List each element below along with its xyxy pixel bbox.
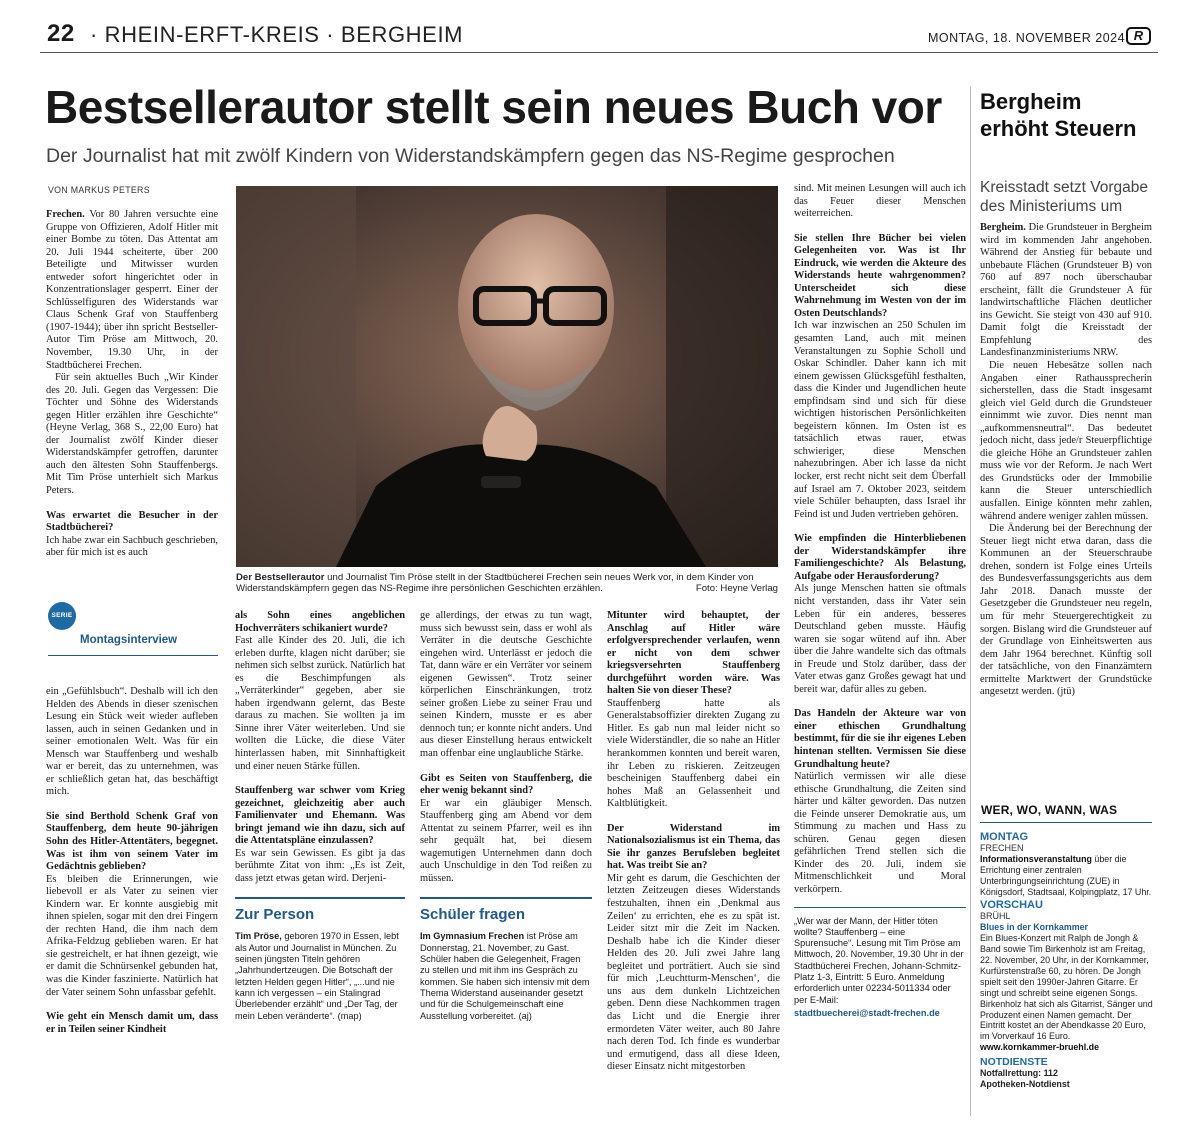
interview-answer: Mir geht es darum, die Geschichten der letzten Zeitzeugen dieses Widerstands festzuhalten, ihnen ein ‚Denkmal aus Zeilen‘ zu errichten, ehe es zu spät ist. Leider sitzt mir die Zeit im Nacken. Deshalb habe ich die Kinder dieser Helden des 20. Juli zwei Jahre lang begleitet und porträtiert. Auch sie sind für mich ‚Leuchtturm-Menschen‘, die uns aus dem dunkeln Lichtzeichen geben. Denn diese Nachkommen tragen das Licht und die Energie ihrer ermordeten Väter weiter, auch 80 Jahre nach deren Tod. Ich finde es wunderbar und ermutigend, dass all diese Ideen, dieser Einsatz nicht mitgestorben xyxy=(607,872,780,1073)
event-item: Ein Blues-Konzert mit Ralph de Jongh & Band sowie Tim Birkenholz ist am Freitag, 22. November, 20 Uhr, in der Kornkammer, Kurfürstenstraße 60, zu hören. De Jongh spielt seit den 1990er-Jahren Gitarre. Er singt und schreibt seine eigenen Songs. Birkenholz hat sich als Gitarrist, Sänger und Produzent einen Namen gemacht. Der Eintritt kostet an der Abendkasse 20 Euro, im Vorverkauf 16 Euro. xyxy=(980,933,1153,1042)
interview-question: Was erwartet die Besucher in der Stadtbücherei? xyxy=(46,509,218,534)
article-column-2 xyxy=(235,610,405,1022)
interview-question: als Sohn eines angeblichen Hochverräters schikaniert wurde? xyxy=(235,610,405,634)
interview-answer: ein „Gefühlsbuch“. Deshalb will ich den Helden des Abends in dieser szenischen Lesung ein Stück weit wieder aufleben lassen, auch in seinen Gedanken und in seiner emotionalen Welt. Was für ein Mensch war Stauffenberg und weshalb war er bereit, das zu unternehmen, was er schließlich getan hat, das beschäftigt mich. xyxy=(46,686,218,798)
event-email-link[interactable]: stadtbuecherei@stadt-frechen.de xyxy=(794,1007,940,1018)
photo-credit: Foto: Heyne Verlag xyxy=(695,583,778,595)
interview-question: Wie empfinden die Hinterbliebenen der Widerstandskämpfer ihre Familiengeschichte? Als Belastung, Aufgabe oder Herausforderung? xyxy=(794,533,966,582)
event-url-link[interactable]: www.kornkammer-bruehl.de xyxy=(980,1042,1100,1053)
interview-answer: Ich war inzwischen an 250 Schulen im gesamten Land, auch mit meinen Veranstaltungen zu Sophie Scholl und Oskar Schindler. Daher kann ich mit einem gewissen Glücksgefühl festhalten, dass die Kinder und Jugendlichen heute empfindsam sind und sich für diese wichtigen historischen Persönlichkeiten begeistern können. Im Osten ist es tatsächlich etwas rauer, etwas schwieriger, diese Menschen nahezubringen. Aber ich lasse da nicht locker, erst recht nicht seit dem Überfall auf Israel am 7. Oktober 2023, seitdem viele Schüler behaupten, dass Israel ihr Feind ist und Juden vertrieben gehören. xyxy=(794,320,966,520)
column-divider xyxy=(970,86,971,1116)
events-place: FRECHEN xyxy=(980,842,1024,853)
interview-answer: Natürlich vermissen wir alle diese ethische Grundhaltung, die Zeiten sind härter und kälter geworden. Das nutzen die Feinde unserer Demokratie aus, um Stimmung zu machen und Hass zu schüren. Genau gegen diesen gefährlichen Trend stellen sich die Kinder des 20. Juli, indem sie Mitmenschlichkeit und Moral verkörpern. xyxy=(794,771,966,895)
series-badge: SERIE xyxy=(48,602,76,630)
event-item: Informationsveranstaltung über die Errichtung einer zentralen Unterbringungseinrichtung (ZUE) in Königsdorf, Stadtsaal, Kolpingplatz, 17 Uhr. xyxy=(980,853,1152,897)
interview-answer: Es war sein Gewissen. Es gibt ja das berühmte Zitat von ihm: „Es ist Zeit, dass jetzt etwas getan wird. Derjeni- xyxy=(235,847,405,884)
interview-question: Sie stellen Ihre Bücher bei vielen Gelegenheiten vor. Was ist Ihr Eindruck, wie werden die Akteure des Widerstands heute wahrgenommen? Unterscheidet sich diese Wahrnehmung im Westen von der im Osten Deutschlands? xyxy=(794,232,966,319)
newspaper-logo-icon: R xyxy=(1126,27,1151,45)
box-school-text: Im Gymnasium Frechen ist Pröse am Donnerstag, 21. November, zu Gast. Schüler haben die Gelegenheit, Fragen zu stellen und mit ihm ins Gespräch zu kommen. Sie haben sich intensiv mit dem Thema Widerstand auseinander gesetzt und für die Schulgemeinschaft eine Ausstellung vorbereitet. (aj) xyxy=(420,931,590,1021)
interview-answer: ge allerdings, der etwas zu tun wagt, muss sich bewusst sein, dass er wohl als Verräter in die deutsche Geschichte eingehen wird. Unterlässt er jedoch die Tat, dann wäre er ein Verräter vor seinem eigenen Gewissen“. Trotz seiner körperlichen Einschränkungen, trotz seiner großen Liebe zu seiner Frau und seinen Kindern, musste er es aber dennoch tun; er konnte nicht anders. Und aus dieser Einstellung heraus entwickelt man offenbar eine unglaubliche Stärke. xyxy=(420,610,592,760)
interview-question: Das Handeln der Akteure war von einer ethischen Grundhaltung bestimmt, für die sie ihr eigenes Leben hintenan stellten. Vermissen Sie diese Grundhaltung heute? xyxy=(794,708,966,770)
events-day: MONTAG xyxy=(980,831,1029,843)
interview-answer: sind. Mit meinen Lesungen will auch ich das Feuer dieser Menschen weiterreichen. xyxy=(794,183,966,220)
article-column-5 xyxy=(794,183,966,1019)
side-paragraph: Bergheim. Die Grundsteuer in Bergheim wird im kommenden Jahr angehoben. Während der Anstieg für bebaute und unbebaute Flächen (Grundsteuer B) von 760 auf 897 noch überschaubar erscheint, fällt die Grundsteuer A für landwirtschaftliche Flächen deutlicher ins Gewicht. Sie steigt von 430 auf 910. Damit folgt die Kreisstadt der Empfehlung des Landesfinanzministeriums NRW. xyxy=(980,222,1152,359)
box-person-text: Tim Pröse, geboren 1970 in Essen, lebt als Autor und Journalist in München. Zu seinen jüngsten Titeln gehören „Jahrhundertzeugen. Die Botschaft der letzten Helden gegen Hitler“, „...und nie kann ich vergessen – ein Stalingrad Überlebender erzählt“ und „Der Tag, der mein Leben veränderte“. (map) xyxy=(235,931,399,1021)
article-column-3 xyxy=(420,610,592,1022)
event-info: „Wer war der Mann, der Hitler töten wollte? Stauffenberg – eine Spurensuche“. Lesung mit Tim Pröse am Mittwoch, 20. November, 19.30 Uhr in der Stadtbücherei Frechen, Johann-Schmitz-Platz 1-3, Eintritt: 5 Euro. Anmeldung erforderlich unter 02234-5011334 oder per E-Mail: xyxy=(794,915,964,1005)
interview-question: Mitunter wird behauptet, der Anschlag auf Hitler wäre erfolgversprechender verlaufen, wenn er nicht von dem schwer kriegsversehrten Stauffenberg durchgeführt worden wäre. Was halten Sie von dieser These? xyxy=(607,610,780,697)
emergency-text-cut: Apotheken-Notdienst xyxy=(980,1078,1070,1089)
interview-answer: Als junge Menschen hatten sie oftmals nicht verstanden, dass ihr Vater sein Leben für ein anderes, besseres Deutschland geben musste. Häufig waren sie sogar wütend auf ihn. Aber über die Jahre wandelte sich das oftmals in Freude und Stolz darüber, dass der Vater etwas ganz Großes gewagt hat und bereit war, dafür alles zu geben. xyxy=(794,583,966,695)
series-rule xyxy=(48,655,218,656)
event-rule xyxy=(794,907,966,908)
photo-caption xyxy=(236,572,778,595)
side-paragraph: Die neuen Hebesätze sollen nach Angaben einer Rathaussprecherin sicherstellen, dass die Stadt insgesamt gleich viel Geld durch die Grundsteuer einnimmt wie zuvor. Dies nennt man „aufkommensneutral“. Das bedeutet jedoch nicht, dass jede/r Steuerpflichtige die gleiche Höhe an Grundsteuer zahlen muss wie vor der Reform. Je nach Wert des Grundstücks oder der Immobilie kann die Steuer unterschiedlich ausfallen. Einige könnten mehr zahlen, während andere weniger zahlen müssen. xyxy=(980,360,1152,522)
box-rule xyxy=(235,897,405,899)
box-rule xyxy=(420,897,592,899)
interview-answer: Es bleiben die Erinnerungen, wie liebevoll er als Vater zu seinen vier Kindern war. Er konnte ausgiebig mit ihnen spielen, sogar mit den drei Fingern der rechten Hand, die ihm nach dem Afrika-Feldzug geblieben waren. Er hat sie gestreichelt, er hat ihnen gezeigt, wie er damit die Schnürsenkel gebunden hat, was die Kinder faszinierte. Natürlich hat der Vater seinem Sohn unfassbar gefehlt. xyxy=(46,873,218,998)
article-subheadline: Der Journalist hat mit zwölf Kindern von Widerstandskämpfern gegen das NS-Regime gesprochen xyxy=(46,145,895,167)
article-paragraph: Frechen. Vor 80 Jahren versuchte eine Gruppe von Offizieren, Adolf Hitler mit einer Bombe zu töten. Das Attentat am 20. Juli 1944 scheiterte, über 200 Beteiligte und Mitwisser wurden entweder sofort hingerichtet oder in Konzentrationslager gesperrt. Einer der Schlüsselfiguren des Widerstands war Claus Schenk Graf von Stauffenberg (1907-1944); über ihn spricht Bestseller-Autor Tim Pröse am Mittwoch, 20. November, 19.30 Uhr, in der Stadtbücherei Frechen. xyxy=(46,209,218,371)
dateline: Frechen. xyxy=(46,209,85,220)
events-rule xyxy=(980,822,1152,823)
events-title: WER, WO, WANN, WAS xyxy=(981,803,1118,817)
interview-question: Sie sind Berthold Schenk Graf von Stauffenberg, dem heute 90-jährigen Sohn des Hitler-Attentäters, begegnet. Was ist ihm von seinem Vater im Gedächtnis geblieben? xyxy=(46,810,218,873)
side-dateline: Bergheim. xyxy=(980,222,1026,233)
article-headline: Bestsellerautor stellt sein neues Buch vor xyxy=(45,81,942,133)
interview-question: Wie geht ein Mensch damit um, dass er in Teilen seiner Kindheit xyxy=(46,1011,218,1035)
portrait-image xyxy=(236,186,778,567)
caption-text: und Journalist Tim Pröse stellt in der Stadtbücherei Frechen sein neues Werk vor, in dem Kinder von Widerstandskämpfern gegen das NS-Regime ihre persönlichen Geschichten erzählen. xyxy=(236,572,754,595)
side-headline: Bergheim erhöht Steuern xyxy=(980,89,1137,141)
event-title: Blues in der Kornkammer xyxy=(980,922,1089,933)
interview-question: Stauffenberg war schwer vom Krieg gezeichnet, gleichzeitig aber auch Familienvater und Ehemann. Was bringt jemand wie ihn dazu, sich auf die Attentatspläne einzulassen? xyxy=(235,785,405,847)
article-column-1-continued xyxy=(46,686,218,1036)
byline: VON MARKUS PETERS xyxy=(48,185,150,195)
emergency-text: Notfallrettung: 112 xyxy=(980,1068,1058,1079)
emergency-title: NOTDIENSTE xyxy=(980,1056,1048,1069)
events-list xyxy=(980,830,1155,1090)
box-title-person: Zur Person xyxy=(235,906,315,924)
interview-answer: Fast alle Kinder des 20. Juli, die ich erleben durfte, klagen nicht darüber; sie nehmen sich selbst zurück. Natürlich hat es die Beschimpfungen als „Verräterkinder“ gegeben, aber sie haben irgendwann gelernt, das Beste daraus zu machen. Sie wollten ja im Sinne ihrer Väter weiterleben. Und sie wollten die Lücke, die diese Väter hinterlassen haben, mit Sinnhaftigkeit und einer neuen Stärke füllen. xyxy=(235,635,405,772)
side-subheadline: Kreisstadt setzt Vorgabe des Ministeriums um xyxy=(980,179,1149,215)
events-place: BRÜHL xyxy=(980,911,1011,922)
interview-question: Gibt es Seiten von Stauffenberg, die eher wenig bekannt sind? xyxy=(420,772,592,797)
author-photo xyxy=(236,186,778,567)
side-article xyxy=(980,222,1152,699)
interview-answer: Stauffenberg hatte als Generalstabsoffizier direkten Zugang zu Hitler. Es gab nun mal leider nicht so viele Widerständler, die so nahe an Hitler herankommen konnten und bereit waren, ihr Leben zu riskieren. Zeitzeugen bescheinigen Stauffenberg dabei ein hohes Maß an Gelassenheit und Kaltblütigkeit. xyxy=(607,697,780,810)
interview-question: Der Widerstand im Nationalsozialismus ist ein Thema, das Sie ihr ganzes Berufsleben begleitet hat. Was treibt Sie an? xyxy=(607,822,780,872)
interview-answer: Ich habe zwar ein Sachbuch geschrieben, aber für mich ist es auch xyxy=(46,534,218,559)
caption-lead: Der Bestsellerautor xyxy=(236,572,325,583)
section-title: · RHEIN-ERFT-KREIS · BERGHEIM xyxy=(90,22,464,47)
page-number: 22 xyxy=(47,20,75,47)
box-title-school: Schüler fragen xyxy=(420,906,526,924)
article-column-1 xyxy=(46,209,218,560)
article-paragraph: Für sein aktuelles Buch „Wir Kinder des 20. Juli. Gegen das Vergessen: Die Töchter und Söhne des Widerstands gegen Hitler erzählen ihre Geschichte“ (Heyne Verlag, 368 S., 22,00 Euro) hat der Journalist zwölf Kinder dieser Widerstandskämpfer getroffen, darunter auch den ältesten Sohn Stauffenbergs. Mit Tim Pröse unterhielt sich Markus Peters. xyxy=(46,372,218,497)
header-rule xyxy=(40,52,1158,53)
series-title: Montagsinterview xyxy=(80,634,178,646)
events-day: VORSCHAU xyxy=(980,899,1043,912)
issue-date: MONTAG, 18. NOVEMBER 2024 xyxy=(928,31,1126,45)
article-column-4 xyxy=(607,610,780,1074)
interview-answer: Er war ein gläubiger Mensch. Stauffenberg ging am Abend vor dem Attentat zu seinem Pfarrer, weil es ihn sehr gequält hat, bei diesem wagemutigen Unternehmen dann doch auch Unschuldige in den Tod reißen zu müssen. xyxy=(420,797,592,884)
side-paragraph: Die Änderung bei der Berechnung der Steuer liegt nicht etwa daran, dass die Kommunen an der Steuerschraube drehen, sondern ist Folge eines Urteils des Bundesverfassungsgerichts aus dem Jahr 2018. Danach musste der Gesetzgeber die Grundsteuer neu regeln, um für mehr Steuergerechtigkeit zu sorgen. Bislang wird die Grundsteuer auf der Grundlage von Einheitswerten aus dem Jahr 1964 berechnet. Künftig soll der tatsächliche, von den Finanzämtern ermittelte Marktwert der Grundstücke angesetzt werden. (jtü) xyxy=(980,523,1152,698)
